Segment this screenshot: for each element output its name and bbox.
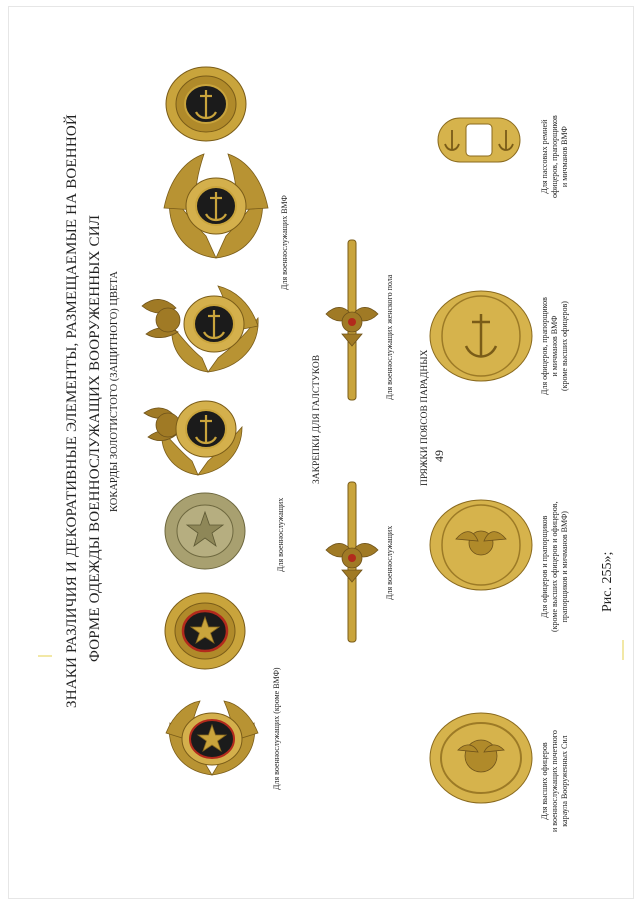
caption-line: и мичманов ВМФ — [550, 315, 559, 377]
caption-line: Для высших офицеров — [540, 742, 549, 820]
page-number: 49 — [432, 450, 446, 462]
caption-line: караула Вооруженных Сил — [560, 735, 569, 827]
page-title-line-2: ФОРМЕ ОДЕЖДЫ ВОЕННОСЛУЖАЩИХ ВООРУЖЕННЫХ СИЛ — [87, 214, 103, 662]
cockade-navy-plain-badge — [164, 64, 248, 144]
scan-mark — [38, 655, 52, 657]
cockade-eagle-anchor-wreath-badge — [138, 270, 266, 380]
caption-buckle-belt-navy — [540, 115, 570, 198]
buckle-senior-badge — [428, 710, 534, 806]
figure-label: Рис. 255»; — [600, 551, 615, 612]
caption-cockade-field: Для военнослужащих — [276, 497, 285, 572]
cockade-wreath-star-badge — [160, 683, 264, 783]
cockade-eagle-anchor-badge — [138, 375, 250, 483]
page-title-line-1: ЗНАКИ РАЗЛИЧИЯ И ДЕКОРАТИВНЫЕ ЭЛЕМЕНТЫ, РАЗМЕЩАЕМЫЕ НА ВОЕННОЙ — [64, 114, 80, 708]
tie-clip-female-badge — [322, 236, 382, 404]
caption-cockade-navy: Для военнослужащих ВМФ — [280, 195, 289, 290]
cockade-field-star-badge — [163, 490, 247, 572]
buckle-officers-badge — [428, 497, 534, 593]
caption-tie-female: Для военнослужащих женского пола — [385, 274, 394, 400]
cockade-red-star-badge — [163, 590, 247, 672]
caption-line: Для пассовых ремней — [540, 119, 549, 194]
caption-line: прапорщиков и мичманов ВМФ) — [560, 511, 569, 623]
buckle-belt-navy-badge — [436, 112, 522, 168]
tie-clip-general-badge — [322, 478, 382, 646]
scan-mark — [622, 640, 624, 660]
caption-line: Для офицеров, прапорщиков — [540, 297, 549, 395]
caption-buckle-senior — [540, 730, 570, 832]
caption-line: (кроме высших офицеров) — [560, 301, 569, 391]
caption-buckle-officers — [540, 501, 570, 632]
caption-cockade-except-navy: Для военнослужащих (кроме ВМФ) — [272, 667, 281, 790]
ties-heading: ЗАКРЕПКИ ДЛЯ ГАЛСТУКОВ — [312, 354, 322, 484]
cockade-navy-wreath-badge — [160, 138, 272, 266]
buckles-heading: ПРЯЖКИ ПОЯСОВ ПАРАДНЫХ — [420, 349, 430, 486]
caption-line: Для офицеров и прапорщиков — [540, 515, 549, 618]
cockades-heading: КОКАРДЫ ЗОЛОТИСТОГО (ЗАЩИТНОГО) ЦВЕТА — [109, 271, 120, 512]
buckle-navy-badge — [428, 288, 534, 384]
caption-line: офицеров, прапорщиков — [550, 115, 559, 198]
caption-line: и военнослужащих почетного — [550, 730, 559, 832]
caption-line: (кроме высших офицеров и офицеров, — [550, 501, 559, 632]
caption-tie-general: Для военнослужащих — [385, 525, 394, 600]
caption-buckle-navy — [540, 297, 570, 395]
caption-line: и мичманов ВМФ — [560, 126, 569, 188]
